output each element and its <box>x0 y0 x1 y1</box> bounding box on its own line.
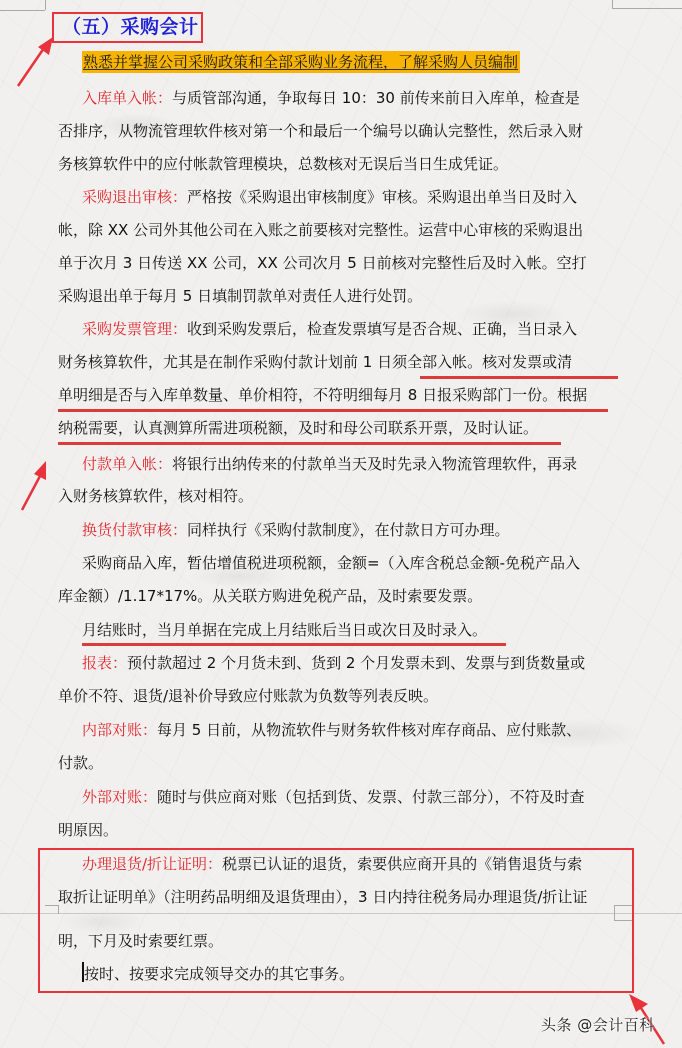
paragraph-line[interactable]: 单明细是否与入库单数量、单价相符，不符明细每月 8 日报采购部门一份。根据 <box>58 386 588 404</box>
paragraph-line[interactable]: 务核算软件中的应付帐款管理模块，总数核对无误后当日生成凭证。 <box>58 155 509 173</box>
paragraph-line[interactable]: 取折让证明单》（注明药品明细及退货理由），3 日内持往税务局办理退货/折让证 <box>58 888 588 906</box>
paragraph-text: 税票已认证的退货，索要供应商开具的《销售退货与索 <box>222 855 583 873</box>
paragraph-line[interactable]: 付款。 <box>58 754 104 772</box>
arrow-up-right-icon <box>22 461 46 510</box>
paragraph-text: 同样执行《采购付款制度》，在付款日方可办理。 <box>187 521 510 539</box>
paragraph-text: 随时与供应商对账（包括到货、发票、付款三部分），不符及时查 <box>157 788 585 806</box>
paragraph-line[interactable]: 否排序，从物流管理软件核对第一个和最后一个编号以确认完整性，然后录入财 <box>58 122 584 140</box>
paragraph-text: 与质管部沟通，争取每日 10：30 前传来前日入库单，检查是 <box>172 89 580 107</box>
paragraph-label: 内部对账： <box>82 721 158 739</box>
paragraph-text: 预付款超过 2 个月货未到、货到 2 个月发票未到、发票与到货数量或 <box>127 654 586 672</box>
paragraph-line[interactable]: 入财务核算软件，核对相符。 <box>58 487 254 505</box>
paragraph-line[interactable]: 按时、按要求完成领导交办的其它事务。 <box>84 965 355 983</box>
paragraph-label: 外部对账： <box>82 788 158 806</box>
paragraph-line[interactable]: 明，下月及时索要红票。 <box>58 932 224 950</box>
paragraph-line[interactable]: 库金额）/1.17*17%。从关联方购进免税产品，及时索要发票。 <box>58 587 483 605</box>
paragraph-line[interactable]: 单价不符、退货/退补价导致应付账款为负数等列表反映。 <box>58 687 439 705</box>
paragraph-line[interactable]: 单于次月 3 日传送 XX 公司，XX 公司次月 5 日前核对完整性后及时入帐。空打 <box>58 254 587 272</box>
paragraph-text: 严格按《采购退出审核制度》审核。采购退出单当日及时入 <box>187 188 578 206</box>
paragraph-label: 入库单入帐： <box>82 89 173 107</box>
paragraph-label: 采购退出审核： <box>82 188 188 206</box>
paragraph-text: 收到采购发票后，检查发票填写是否合规、正确，当日录入 <box>187 320 578 338</box>
paragraph-label: 报表： <box>82 654 128 672</box>
watermark: 头条 @会计百科 <box>541 1016 655 1034</box>
paragraph-label: 付款单入帐： <box>82 455 173 473</box>
paragraph-line[interactable]: 财务核算软件，尤其是在制作采购付款计划前 1 日须全部入帐。核对发票或清 <box>58 353 573 371</box>
paragraph-label: 采购发票管理： <box>82 320 188 338</box>
paragraph-line[interactable]: 纳税需要，认真测算所需进项税额，及时和母公司联系开票，及时认证。 <box>58 419 539 437</box>
paragraph-text: 每月 5 日前，从物流软件与财务软件核对库存商品、应付账款、 <box>157 721 582 739</box>
paragraph-line[interactable]: 帐，除 XX 公司外其他公司在入账之前要核对完整性。运营中心审核的采购退出 <box>58 221 584 239</box>
paragraph-line[interactable]: 采购退出单于每月 5 日填制罚款单对责任人进行处罚。 <box>58 287 423 305</box>
arrow-up-right-icon <box>18 37 53 86</box>
paragraph-label: 办理退货/折让证明： <box>82 855 223 873</box>
paragraph-line[interactable]: 明原因。 <box>58 821 119 839</box>
paragraph-text: 将银行出纳传来的付款单当天及时先录入物流管理软件，再录 <box>172 455 578 473</box>
highlighted-summary-line[interactable]: 熟悉并掌握公司采购政策和全部采购业务流程，了解采购人员编制 <box>83 53 519 71</box>
paragraph-line[interactable]: 月结账时，当月单据在完成上月结账后当日或次日及时录入。 <box>82 621 488 639</box>
paragraph-line[interactable]: 采购商品入库，暂估增值税进项税额，金额=（入库含税总金额-免税产品入 <box>82 554 580 572</box>
section-title[interactable]: （五）采购会计 <box>62 16 199 38</box>
paragraph-label: 换货付款审核： <box>82 521 188 539</box>
